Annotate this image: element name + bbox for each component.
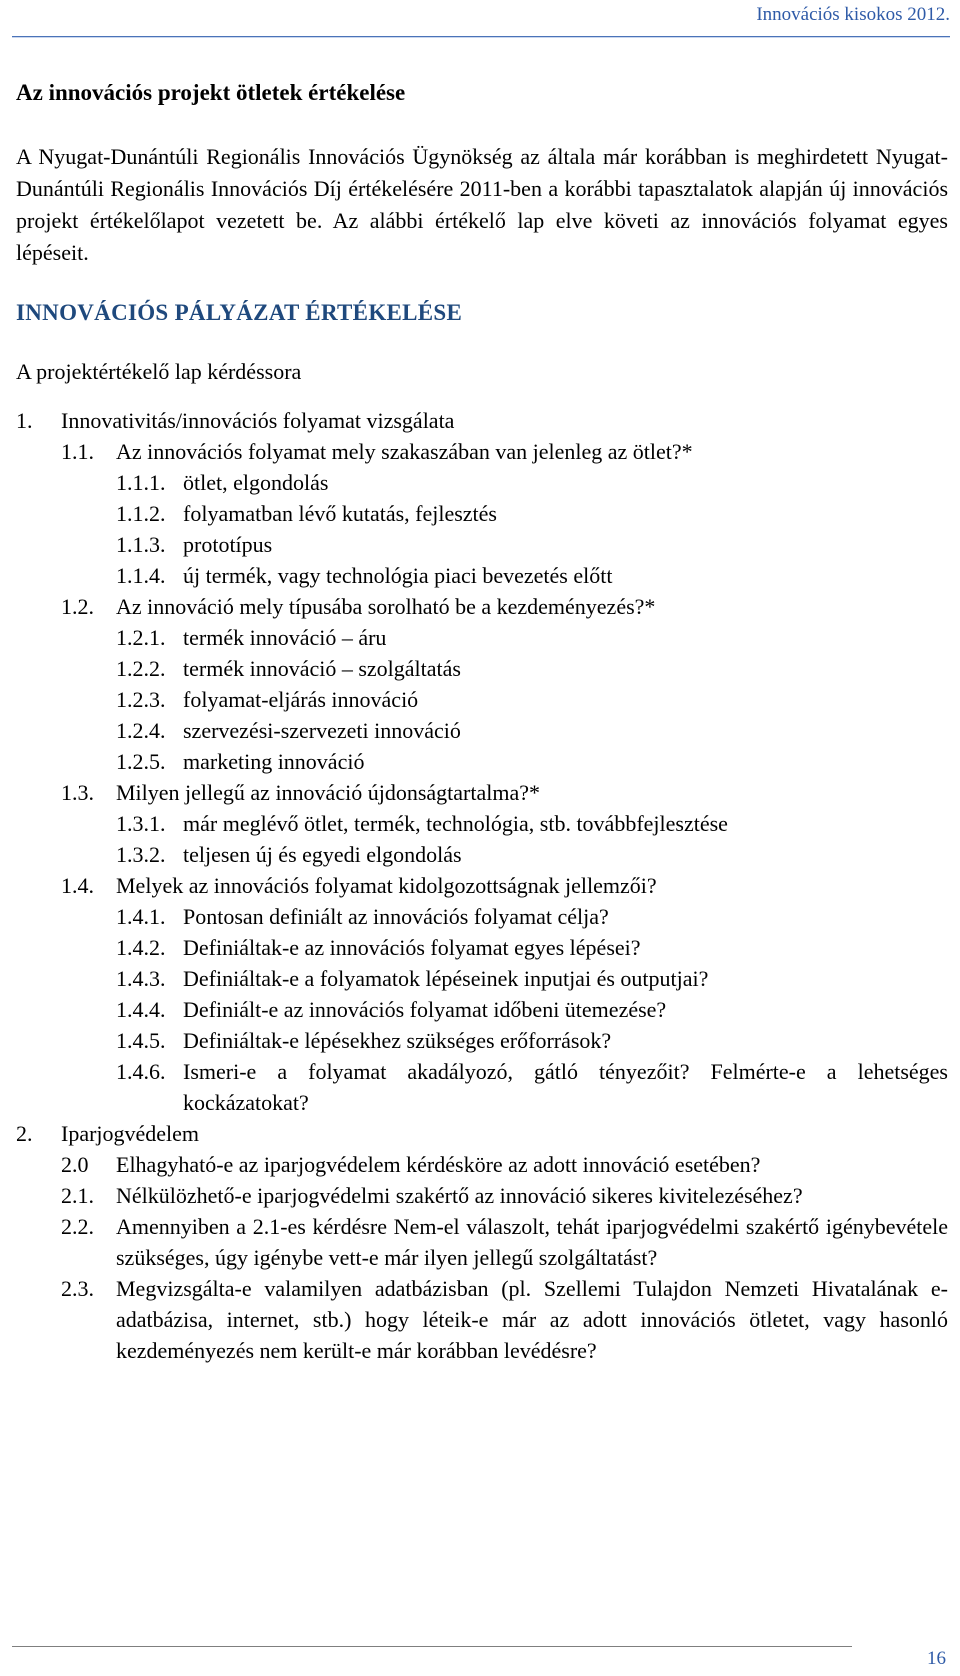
- running-header: Innovációs kisokos 2012.: [756, 4, 950, 25]
- question-text: Definiáltak-e lépésekhez szükséges erőforrások?: [183, 1028, 612, 1053]
- page-content: [16, 80, 948, 1366]
- question-text: Definiált-e az innovációs folyamat időbeni ütemezése?: [183, 997, 667, 1022]
- question-number: 2.: [16, 1121, 33, 1146]
- question-text: folyamatban lévő kutatás, fejlesztés: [183, 501, 497, 526]
- question-number: 1.4.: [61, 873, 94, 898]
- question-item: [16, 746, 948, 777]
- question-item: [16, 591, 948, 622]
- question-text: Megvizsgálta-e valamilyen adatbázisban (pl. Szellemi Tulajdon Nemzeti Hivatalának e-adatbázisa, internet, stb.) hogy léteik-e már az adott innovációs ötletet, vagy hasonló kezdeményezés nem került-e már korábban levédésre?: [116, 1276, 948, 1363]
- question-item: [16, 870, 948, 901]
- question-item: [16, 808, 948, 839]
- question-text: folyamat-eljárás innováció: [183, 687, 419, 712]
- question-number: 1.4.1.: [116, 904, 166, 929]
- question-item: [16, 653, 948, 684]
- question-item: [16, 529, 948, 560]
- question-text: Innovativitás/innovációs folyamat vizsgálata: [61, 408, 455, 433]
- question-text: Definiáltak-e az innovációs folyamat egyes lépései?: [183, 935, 641, 960]
- question-text: Milyen jellegű az innováció újdonságtartalma?*: [116, 780, 540, 805]
- question-item: [16, 467, 948, 498]
- question-text: prototípus: [183, 532, 273, 557]
- question-number: 1.4.4.: [116, 997, 166, 1022]
- question-item: [16, 1149, 948, 1180]
- question-item: [16, 839, 948, 870]
- question-text: Pontosan definiált az innovációs folyamat célja?: [183, 904, 609, 929]
- question-number: 1.4.6.: [116, 1059, 166, 1084]
- question-text: Elhagyható-e az iparjogvédelem kérdésköre az adott innováció esetében?: [116, 1152, 761, 1177]
- footer-rule: [12, 1646, 852, 1647]
- question-number: 1.3.1.: [116, 811, 166, 836]
- question-number: 2.0: [61, 1152, 89, 1177]
- question-item: [16, 622, 948, 653]
- question-text: teljesen új és egyedi elgondolás: [183, 842, 462, 867]
- question-number: 1.2.4.: [116, 718, 166, 743]
- question-text: már meglévő ötlet, termék, technológia, stb. továbbfejlesztése: [183, 811, 728, 836]
- question-number: 2.1.: [61, 1183, 94, 1208]
- question-item: [16, 1180, 948, 1211]
- question-number: 1.1.2.: [116, 501, 166, 526]
- question-number: 1.1.3.: [116, 532, 166, 557]
- question-item: [16, 1025, 948, 1056]
- question-text: Az innováció mely típusába sorolható be a kezdeményezés?*: [116, 594, 656, 619]
- question-list: [16, 405, 948, 1366]
- page-number: 16: [927, 1648, 946, 1669]
- question-item: [16, 777, 948, 808]
- question-number: 1.2.5.: [116, 749, 166, 774]
- question-text: Iparjogvédelem: [61, 1121, 200, 1146]
- section-heading: Az innovációs projekt ötletek értékelése: [16, 80, 406, 105]
- question-number: 1.2.1.: [116, 625, 166, 650]
- question-item: [16, 715, 948, 746]
- question-number: 1.1.4.: [116, 563, 166, 588]
- question-number: 2.2.: [61, 1214, 94, 1239]
- header-rule: [12, 36, 950, 37]
- question-text: Definiáltak-e a folyamatok lépéseinek inputjai és outputjai?: [183, 966, 709, 991]
- question-item: [16, 1056, 948, 1118]
- question-number: 1.1.1.: [116, 470, 166, 495]
- question-text: Nélkülözhető-e iparjogvédelmi szakértő az innováció sikeres kivitelezéséhez?: [116, 1183, 803, 1208]
- question-text: szervezési-szervezeti innováció: [183, 718, 461, 743]
- question-item: [16, 405, 948, 436]
- question-item: [16, 436, 948, 467]
- question-text: termék innováció – áru: [183, 625, 387, 650]
- intro-paragraph: A Nyugat-Dunántúli Regionális Innovációs Ügynökség az általa már korábban is meghirdetett Nyugat-Dunántúli Regionális Innovációs Díj értékelésére 2011-ben a korábbi tapasztalatok alapján új innovációs projekt értékelőlapot vezetett be. Az alábbi értékelő lap elve követi az innovációs folyamat egyes lépéseit.: [16, 144, 948, 265]
- form-title: INNOVÁCIÓS PÁLYÁZAT ÉRTÉKELÉSE: [16, 300, 463, 325]
- question-item: [16, 1273, 948, 1366]
- question-number: 1.1.: [61, 439, 94, 464]
- question-item: [16, 1211, 948, 1273]
- question-number: 1.3.2.: [116, 842, 166, 867]
- question-number: 1.4.3.: [116, 966, 166, 991]
- question-text: Az innovációs folyamat mely szakaszában van jelenleg az ötlet?*: [116, 439, 693, 464]
- question-number: 1.3.: [61, 780, 94, 805]
- question-number: 1.4.2.: [116, 935, 166, 960]
- question-item: [16, 932, 948, 963]
- question-text: Amennyiben a 2.1-es kérdésre Nem-el válaszolt, tehát iparjogvédelmi szakértő igénybevétele szükséges, úgy igénybe vett-e már ilyen jellegű szolgáltatást?: [116, 1214, 948, 1270]
- question-text: új termék, vagy technológia piaci bevezetés előtt: [183, 563, 613, 588]
- question-item: [16, 963, 948, 994]
- question-text: Ismeri-e a folyamat akadályozó, gátló tényezőit? Felmérte-e a lehetséges kockázatokat?: [183, 1059, 948, 1115]
- question-item: [16, 994, 948, 1025]
- question-item: [16, 684, 948, 715]
- question-number: 1.2.: [61, 594, 94, 619]
- question-item: [16, 498, 948, 529]
- question-text: termék innováció – szolgáltatás: [183, 656, 461, 681]
- questionnaire-subtitle: A projektértékelő lap kérdéssora: [16, 359, 302, 384]
- question-number: 1.4.5.: [116, 1028, 166, 1053]
- question-text: Melyek az innovációs folyamat kidolgozottságnak jellemzői?: [116, 873, 657, 898]
- question-item: [16, 560, 948, 591]
- question-number: 1.2.3.: [116, 687, 166, 712]
- question-number: 1.2.2.: [116, 656, 166, 681]
- question-number: 1.: [16, 408, 33, 433]
- question-text: marketing innováció: [183, 749, 365, 774]
- question-item: [16, 1118, 948, 1149]
- question-text: ötlet, elgondolás: [183, 470, 329, 495]
- question-number: 2.3.: [61, 1276, 94, 1301]
- question-item: [16, 901, 948, 932]
